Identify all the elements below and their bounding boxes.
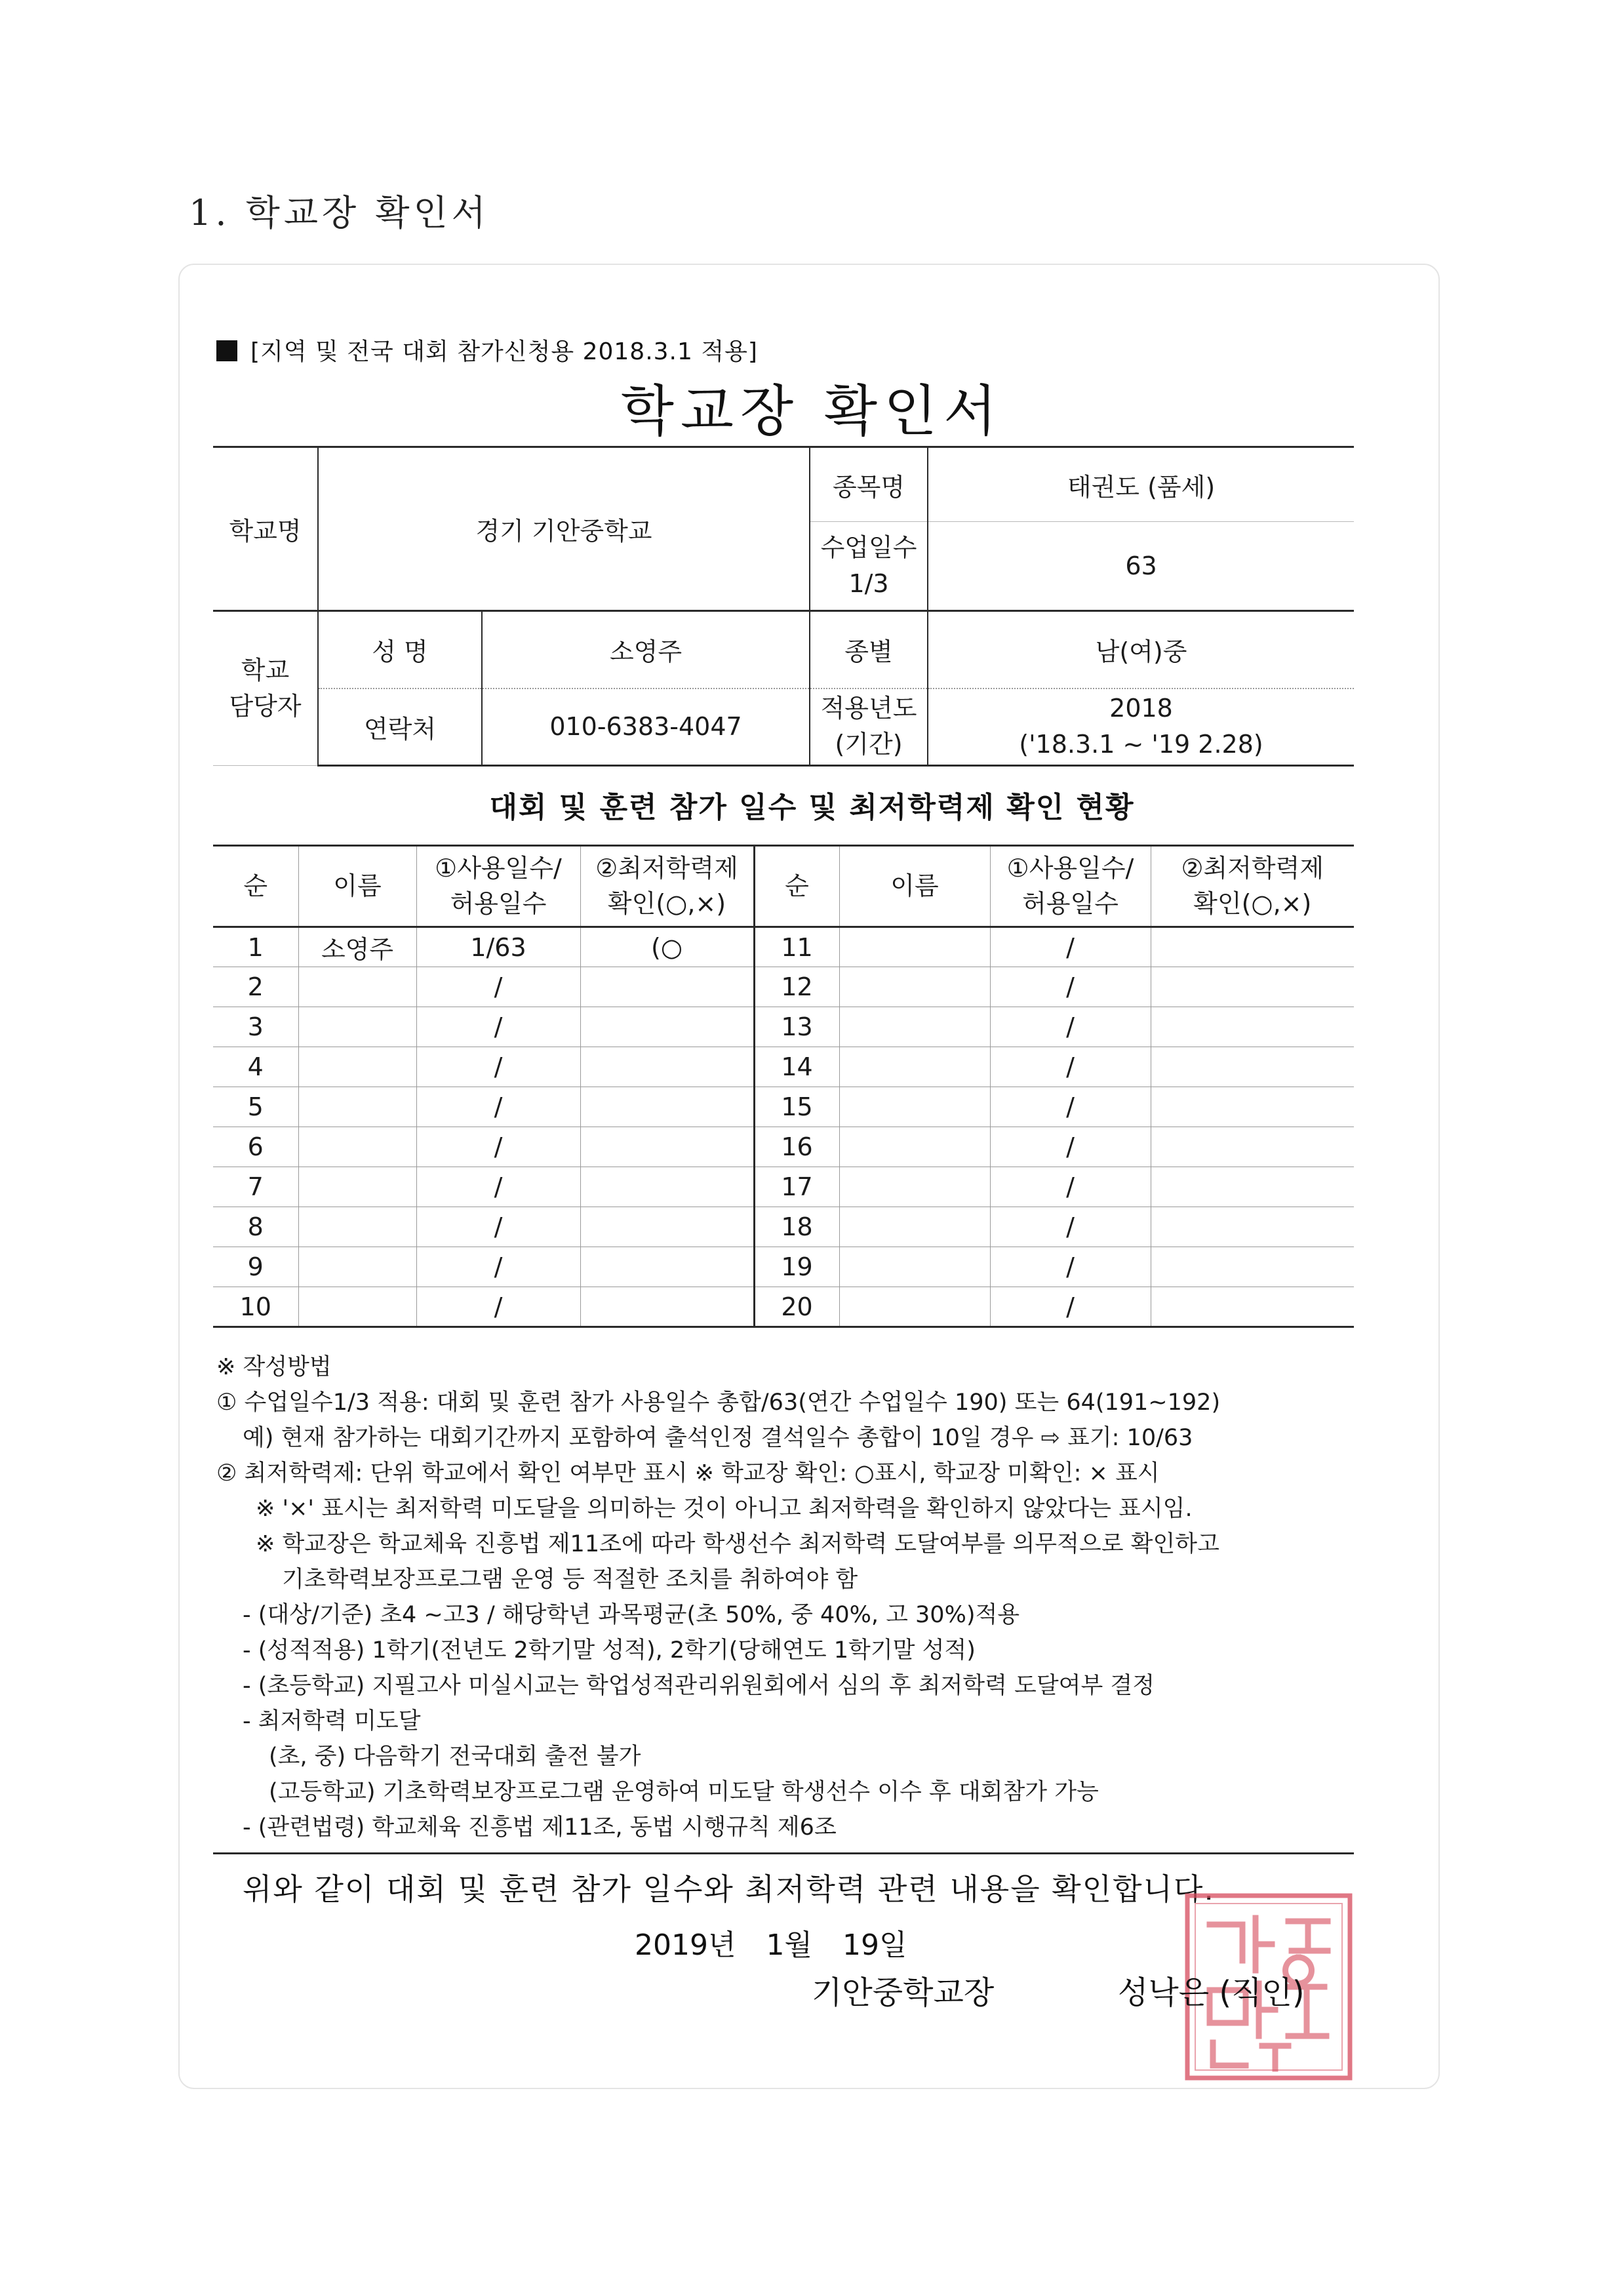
cell-name2 xyxy=(839,927,990,967)
year-label-line2: (기간) xyxy=(835,730,903,759)
cell-check2 xyxy=(1151,927,1354,967)
event-label: 종목명 xyxy=(810,447,928,522)
cell-check xyxy=(580,1127,754,1167)
cell-name xyxy=(298,1007,416,1047)
cell-check2 xyxy=(1151,1087,1354,1127)
cell-name2 xyxy=(839,1047,990,1087)
header-check-2-line2: 확인(○,×) xyxy=(1193,888,1312,918)
note-line: (초, 중) 다음학기 전국대회 출전 불가 xyxy=(269,1744,641,1770)
table-row xyxy=(213,1007,1354,1047)
cell-check xyxy=(580,1167,754,1207)
name-value: 소영주 xyxy=(482,611,810,688)
cell-name xyxy=(298,1247,416,1287)
manager-label-line2: 담당자 xyxy=(229,692,302,721)
cell-days: / xyxy=(416,1207,580,1247)
cell-check xyxy=(580,1087,754,1127)
cell-days2: / xyxy=(990,1167,1151,1207)
cell-name2 xyxy=(839,1247,990,1287)
days-label-line2: 1/3 xyxy=(848,569,889,598)
cell-days2: / xyxy=(990,967,1151,1007)
cell-name2 xyxy=(839,1087,990,1127)
square-bullet-icon xyxy=(216,340,237,361)
note-line: - (성적적용) 1학기(전년도 2학기말 성적), 2학기(당해연도 1학기말 성적) xyxy=(243,1637,976,1664)
school-label: 학교명 xyxy=(213,447,318,611)
note-line: - 최저학력 미도달 xyxy=(243,1708,421,1734)
cell-name2 xyxy=(839,1207,990,1247)
cell-no2: 20 xyxy=(754,1287,839,1327)
cell-days: 1/63 xyxy=(416,927,580,967)
notice-text: [지역 및 전국 대회 참가신청용 2018.3.1 적용] xyxy=(250,338,758,365)
date-year: 2019년 xyxy=(635,1928,736,1962)
header-days xyxy=(416,846,580,927)
note-line: - (관련법령) 학교체육 진흥법 제11조, 동법 시행규칙 제6조 xyxy=(243,1814,837,1841)
cell-no: 7 xyxy=(213,1167,298,1207)
school-type-value: 남(여)중 xyxy=(928,611,1354,688)
header-days-2-line1: ①사용일수/ xyxy=(1006,854,1134,883)
event-value: 태권도 (품세) xyxy=(928,447,1354,522)
table-row xyxy=(213,1167,1354,1207)
school-type-label: 종별 xyxy=(810,611,928,688)
cell-no: 4 xyxy=(213,1047,298,1087)
cell-no2: 13 xyxy=(754,1007,839,1047)
year-label-line1: 적용년도 xyxy=(820,694,917,723)
status-subtitle: 대회 및 훈련 참가 일수 및 최저학력제 확인 현황 xyxy=(489,791,1135,824)
table-row xyxy=(213,1087,1354,1127)
contact-value: 010-6383-4047 xyxy=(482,688,810,766)
cell-check2 xyxy=(1151,1167,1354,1207)
year-value-cell xyxy=(928,688,1354,766)
cell-days: / xyxy=(416,967,580,1007)
table-row xyxy=(213,1247,1354,1287)
info-table xyxy=(213,446,1354,767)
cell-no2: 17 xyxy=(754,1167,839,1207)
cell-no: 9 xyxy=(213,1247,298,1287)
header-name: 이름 xyxy=(298,846,416,927)
cell-no: 2 xyxy=(213,967,298,1007)
cell-check2 xyxy=(1151,1007,1354,1047)
closing-statement: 위와 같이 대회 및 훈련 참가 일수와 최저학력 관련 내용을 확인합니다. xyxy=(243,1871,1216,1907)
signer-title: 기안중학교장 xyxy=(812,1974,995,2011)
cell-no2: 18 xyxy=(754,1207,839,1247)
cell-no: 10 xyxy=(213,1287,298,1327)
cell-days: / xyxy=(416,1287,580,1327)
cell-check xyxy=(580,1287,754,1327)
participation-rows xyxy=(213,927,1354,1327)
cell-check xyxy=(580,1207,754,1247)
table-row xyxy=(213,967,1354,1007)
header-days-2 xyxy=(990,846,1151,927)
school-value: 경기 기안중학교 xyxy=(318,447,810,611)
cell-days: / xyxy=(416,1047,580,1087)
cell-name2 xyxy=(839,1167,990,1207)
cell-no2: 12 xyxy=(754,967,839,1007)
days-label-line1: 수업일수 xyxy=(820,532,917,562)
cell-no2: 15 xyxy=(754,1087,839,1127)
note-line: - (대상/기준) 초4 ~고3 / 해당학년 과목평균(초 50%, 중 40%, 고 30%)적용 xyxy=(243,1602,1020,1628)
manager-label-line1: 학교 xyxy=(241,655,290,685)
year-label xyxy=(810,688,928,766)
divider xyxy=(213,1852,1354,1854)
cell-days2: / xyxy=(990,1127,1151,1167)
cell-no: 3 xyxy=(213,1007,298,1047)
cell-days2: / xyxy=(990,927,1151,967)
cell-check xyxy=(580,1007,754,1047)
table-row xyxy=(213,927,1354,967)
cell-check2 xyxy=(1151,1047,1354,1087)
cell-no: 6 xyxy=(213,1127,298,1167)
writing-notes xyxy=(216,1349,1370,1845)
cell-check2 xyxy=(1151,1127,1354,1167)
note-line: ※ '×' 표시는 최저학력 미도달을 의미하는 것이 아니고 최저학력을 확인하지 않았다는 표시임. xyxy=(256,1496,1193,1522)
participation-table xyxy=(213,845,1354,1328)
cell-name xyxy=(298,967,416,1007)
header-check-2 xyxy=(1151,846,1354,927)
header-check-line2: 확인(○,×) xyxy=(607,888,726,918)
days-value: 63 xyxy=(928,522,1354,611)
cell-name xyxy=(298,1287,416,1327)
table-row xyxy=(213,1047,1354,1087)
cell-no2: 16 xyxy=(754,1127,839,1167)
cell-check xyxy=(580,1247,754,1287)
table-row xyxy=(213,1207,1354,1247)
cell-no2: 14 xyxy=(754,1047,839,1087)
cell-days: / xyxy=(416,1247,580,1287)
cell-days2: / xyxy=(990,1247,1151,1287)
cell-name xyxy=(298,1127,416,1167)
document-title: 학교장 확인서 xyxy=(620,379,1004,443)
cell-check2 xyxy=(1151,1207,1354,1247)
cell-check2 xyxy=(1151,967,1354,1007)
cell-name2 xyxy=(839,1007,990,1047)
cell-days2: / xyxy=(990,1287,1151,1327)
cell-check xyxy=(580,1047,754,1087)
note-line: ② 최저학력제: 단위 학교에서 확인 여부만 표시 ※ 학교장 확인: ○표시, 학교장 미확인: × 표시 xyxy=(216,1460,1160,1487)
note-line: 기초학력보장프로그램 운영 등 적절한 조치를 취하여야 함 xyxy=(282,1567,858,1593)
date-day: 19일 xyxy=(842,1928,907,1962)
cell-no2: 11 xyxy=(754,927,839,967)
cell-check2 xyxy=(1151,1287,1354,1327)
note-line: ※ 작성방법 xyxy=(216,1354,332,1380)
cell-name xyxy=(298,1047,416,1087)
header-days-line2: 허용일수 xyxy=(450,888,547,918)
issue-date xyxy=(635,1921,937,1963)
year-value: 2018 xyxy=(1109,694,1173,723)
cell-days2: / xyxy=(990,1007,1151,1047)
cell-no: 5 xyxy=(213,1087,298,1127)
year-period: ('18.3.1 ~ '19 2.28) xyxy=(1019,730,1263,759)
cell-check: (○ xyxy=(580,927,754,967)
note-line: 예) 현재 참가하는 대회기간까지 포함하여 출석인정 결석일수 총합이 10일 경우 ⇨ 표기: 10/63 xyxy=(243,1425,1193,1451)
cell-days: / xyxy=(416,1007,580,1047)
section-heading: 1. 학교장 확인서 xyxy=(189,192,490,233)
note-line: ① 수업일수1/3 적용: 대회 및 훈련 참가 사용일수 총합/63(연간 수업일수 190) 또는 64(191~192) xyxy=(216,1389,1221,1416)
cell-days: / xyxy=(416,1087,580,1127)
note-line: ※ 학교장은 학교체육 진흥법 제11조에 따라 학생선수 최저학력 도달여부를 의무적으로 확인하고 xyxy=(256,1531,1219,1557)
note-line: - (초등학교) 지필고사 미실시교는 학업성적관리위원회에서 심의 후 최저학력 도달여부 결정 xyxy=(243,1673,1155,1699)
header-name-2: 이름 xyxy=(839,846,990,927)
notice-line xyxy=(216,333,758,367)
signer-name: 성낙은 (직인) xyxy=(1118,1974,1305,2011)
days-label xyxy=(810,522,928,611)
manager-label xyxy=(213,611,318,766)
header-check xyxy=(580,846,754,927)
table-row xyxy=(213,1287,1354,1327)
cell-days: / xyxy=(416,1167,580,1207)
cell-days: / xyxy=(416,1127,580,1167)
cell-name2 xyxy=(839,1127,990,1167)
cell-no2: 19 xyxy=(754,1247,839,1287)
note-line: (고등학교) 기초학력보장프로그램 운영하여 미도달 학생선수 이수 후 대회참가 가능 xyxy=(269,1779,1099,1805)
name-label: 성 명 xyxy=(318,611,482,688)
cell-no: 1 xyxy=(213,927,298,967)
header-days-2-line2: 허용일수 xyxy=(1022,888,1119,918)
cell-check2 xyxy=(1151,1247,1354,1287)
header-check-line1: ②최저학력제 xyxy=(595,854,738,883)
cell-no: 8 xyxy=(213,1207,298,1247)
header-days-line1: ①사용일수/ xyxy=(435,854,562,883)
contact-label: 연락처 xyxy=(318,688,482,766)
cell-name2 xyxy=(839,967,990,1007)
cell-check xyxy=(580,967,754,1007)
cell-name: 소영주 xyxy=(298,927,416,967)
cell-days2: / xyxy=(990,1207,1151,1247)
header-check-2-line1: ②최저학력제 xyxy=(1181,854,1324,883)
cell-name xyxy=(298,1167,416,1207)
cell-days2: / xyxy=(990,1047,1151,1087)
header-no-2: 순 xyxy=(754,846,839,927)
cell-days2: / xyxy=(990,1087,1151,1127)
table-row xyxy=(213,1127,1354,1167)
date-month: 1월 xyxy=(766,1928,812,1962)
cell-name xyxy=(298,1207,416,1247)
cell-name xyxy=(298,1087,416,1127)
header-no: 순 xyxy=(213,846,298,927)
cell-name2 xyxy=(839,1287,990,1327)
